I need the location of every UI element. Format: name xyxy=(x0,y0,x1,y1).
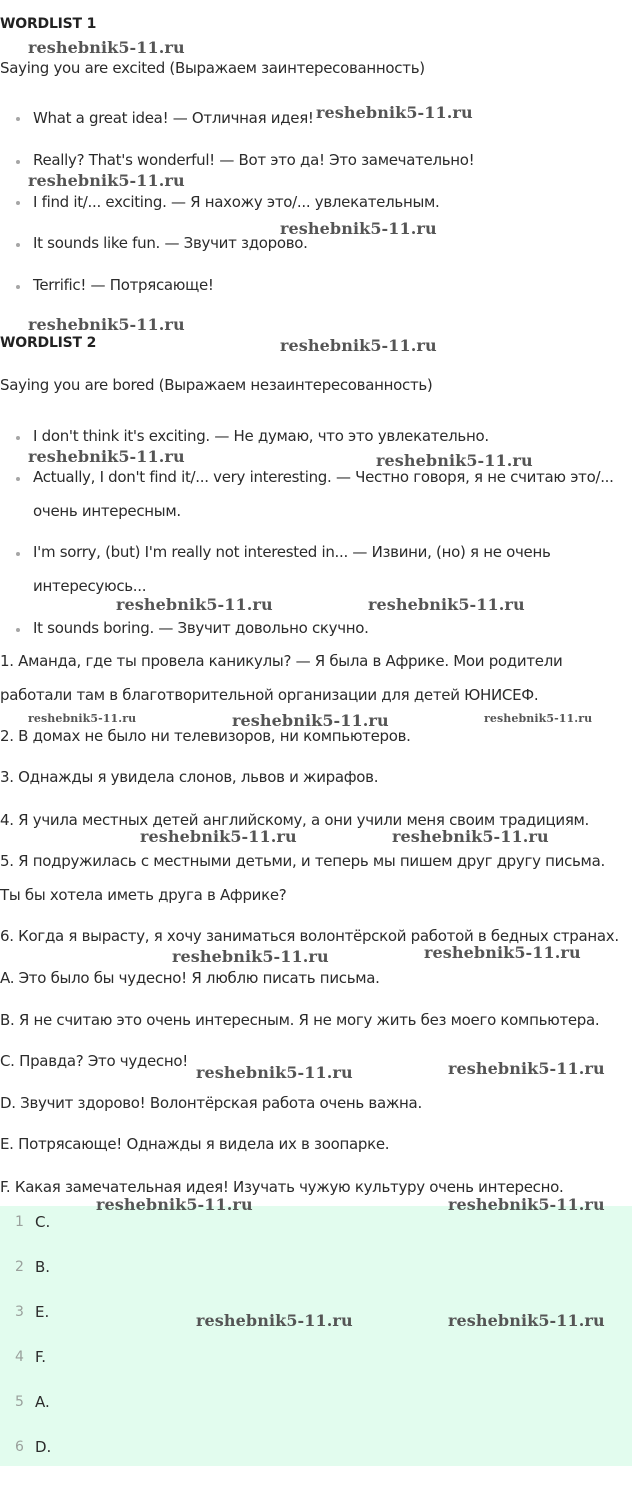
bullet-icon xyxy=(16,243,20,247)
bullet-icon xyxy=(16,436,20,440)
answer-number: 4 xyxy=(15,1349,24,1365)
wordlist2-item: I'm sorry, (but) I'm really not interested in... — Извини, (но) я не очень xyxy=(33,543,551,561)
answer-number: 6 xyxy=(15,1439,24,1455)
watermark: reshebnik5-11.ru xyxy=(448,1311,605,1330)
bullet-icon xyxy=(16,552,20,556)
watermark: reshebnik5-11.ru xyxy=(484,712,593,725)
watermark: reshebnik5-11.ru xyxy=(172,947,329,966)
watermark: reshebnik5-11.ru xyxy=(196,1311,353,1330)
watermark: reshebnik5-11.ru xyxy=(392,827,549,846)
wordlist1-item: Really? That's wonderful! — Вот это да! Это замечательно! xyxy=(33,151,475,169)
dialogue-line: работали там в благотворительной организации для детей ЮНИСЕФ. xyxy=(0,686,539,704)
watermark: reshebnik5-11.ru xyxy=(232,711,389,730)
dialogue-line: 6. Когда я вырасту, я хочу заниматься волонтёрской работой в бедных странах. xyxy=(0,927,619,945)
watermark: reshebnik5-11.ru xyxy=(96,1195,253,1214)
wordlist2-subtitle: Saying you are bored (Выражаем незаинтересованность) xyxy=(0,376,433,394)
answer-value: C. xyxy=(35,1213,51,1231)
answers-panel xyxy=(0,1206,632,1466)
bullet-icon xyxy=(16,117,20,121)
watermark: reshebnik5-11.ru xyxy=(196,1063,353,1082)
option-line: B. Я не считаю это очень интересным. Я не могу жить без моего компьютера. xyxy=(0,1011,600,1029)
wordlist2-item: It sounds boring. — Звучит довольно скучно. xyxy=(33,619,369,637)
option-line: A. Это было бы чудесно! Я люблю писать письма. xyxy=(0,969,380,987)
option-line: C. Правда? Это чудесно! xyxy=(0,1052,188,1070)
dialogue-line: 3. Однажды я увидела слонов, львов и жирафов. xyxy=(0,768,379,786)
wordlist2-title: WORDLIST 2 xyxy=(0,335,97,351)
watermark: reshebnik5-11.ru xyxy=(28,447,185,466)
bullet-icon xyxy=(16,477,20,481)
watermark: reshebnik5-11.ru xyxy=(368,595,525,614)
watermark: reshebnik5-11.ru xyxy=(28,171,185,190)
watermark: reshebnik5-11.ru xyxy=(28,38,185,57)
wordlist1-title: WORDLIST 1 xyxy=(0,16,97,32)
wordlist2-item: I don't think it's exciting. — Не думаю, что это увлекательно. xyxy=(33,427,489,445)
dialogue-line: 4. Я учила местных детей английскому, а они учили меня своим традициям. xyxy=(0,811,590,829)
watermark: reshebnik5-11.ru xyxy=(28,712,137,725)
wordlist2-item-continuation: очень интересным. xyxy=(33,502,181,520)
dialogue-line: 1. Аманда, где ты провела каникулы? — Я была в Африке. Мои родители xyxy=(0,652,563,670)
bullet-icon xyxy=(16,160,20,164)
bullet-icon xyxy=(16,201,20,205)
answer-value: E. xyxy=(35,1303,50,1321)
watermark: reshebnik5-11.ru xyxy=(448,1195,605,1214)
answer-value: B. xyxy=(35,1258,51,1276)
answer-value: A. xyxy=(35,1393,50,1411)
watermark: reshebnik5-11.ru xyxy=(140,827,297,846)
answer-number: 1 xyxy=(15,1214,24,1230)
watermark: reshebnik5-11.ru xyxy=(316,103,473,122)
watermark: reshebnik5-11.ru xyxy=(448,1059,605,1078)
dialogue-line: 2. В домах не было ни телевизоров, ни компьютеров. xyxy=(0,727,411,745)
wordlist1-item: I find it/... exciting. — Я нахожу это/... увлекательным. xyxy=(33,193,440,211)
answer-number: 2 xyxy=(15,1259,24,1275)
option-line: F. Какая замечательная идея! Изучать чужую культуру очень интересно. xyxy=(0,1178,564,1196)
option-line: E. Потрясающе! Однажды я видела их в зоопарке. xyxy=(0,1135,390,1153)
dialogue-line: Ты бы хотела иметь друга в Африке? xyxy=(0,886,287,904)
answer-value: D. xyxy=(35,1438,52,1456)
watermark: reshebnik5-11.ru xyxy=(376,451,533,470)
watermark: reshebnik5-11.ru xyxy=(280,336,437,355)
answer-number: 5 xyxy=(15,1394,24,1410)
wordlist1-item: What a great idea! — Отличная идея! xyxy=(33,109,314,127)
wordlist2-item: Actually, I don't find it/... very interesting. — Честно говоря, я не считаю это/... xyxy=(33,468,614,486)
answer-number: 3 xyxy=(15,1304,24,1320)
watermark: reshebnik5-11.ru xyxy=(116,595,273,614)
bullet-icon xyxy=(16,285,20,289)
option-line: D. Звучит здорово! Волонтёрская работа очень важна. xyxy=(0,1094,422,1112)
wordlist2-item-continuation: интересуюсь... xyxy=(33,577,147,595)
watermark: reshebnik5-11.ru xyxy=(424,943,581,962)
dialogue-line: 5. Я подружилась с местными детьми, и теперь мы пишем друг другу письма. xyxy=(0,852,605,870)
wordlist1-item: It sounds like fun. — Звучит здорово. xyxy=(33,234,308,252)
watermark: reshebnik5-11.ru xyxy=(280,219,437,238)
answer-value: F. xyxy=(35,1348,46,1366)
bullet-icon xyxy=(16,628,20,632)
watermark: reshebnik5-11.ru xyxy=(28,315,185,334)
wordlist1-subtitle: Saying you are excited (Выражаем заинтересованность) xyxy=(0,59,425,77)
wordlist1-item: Terrific! — Потрясающе! xyxy=(33,276,214,294)
